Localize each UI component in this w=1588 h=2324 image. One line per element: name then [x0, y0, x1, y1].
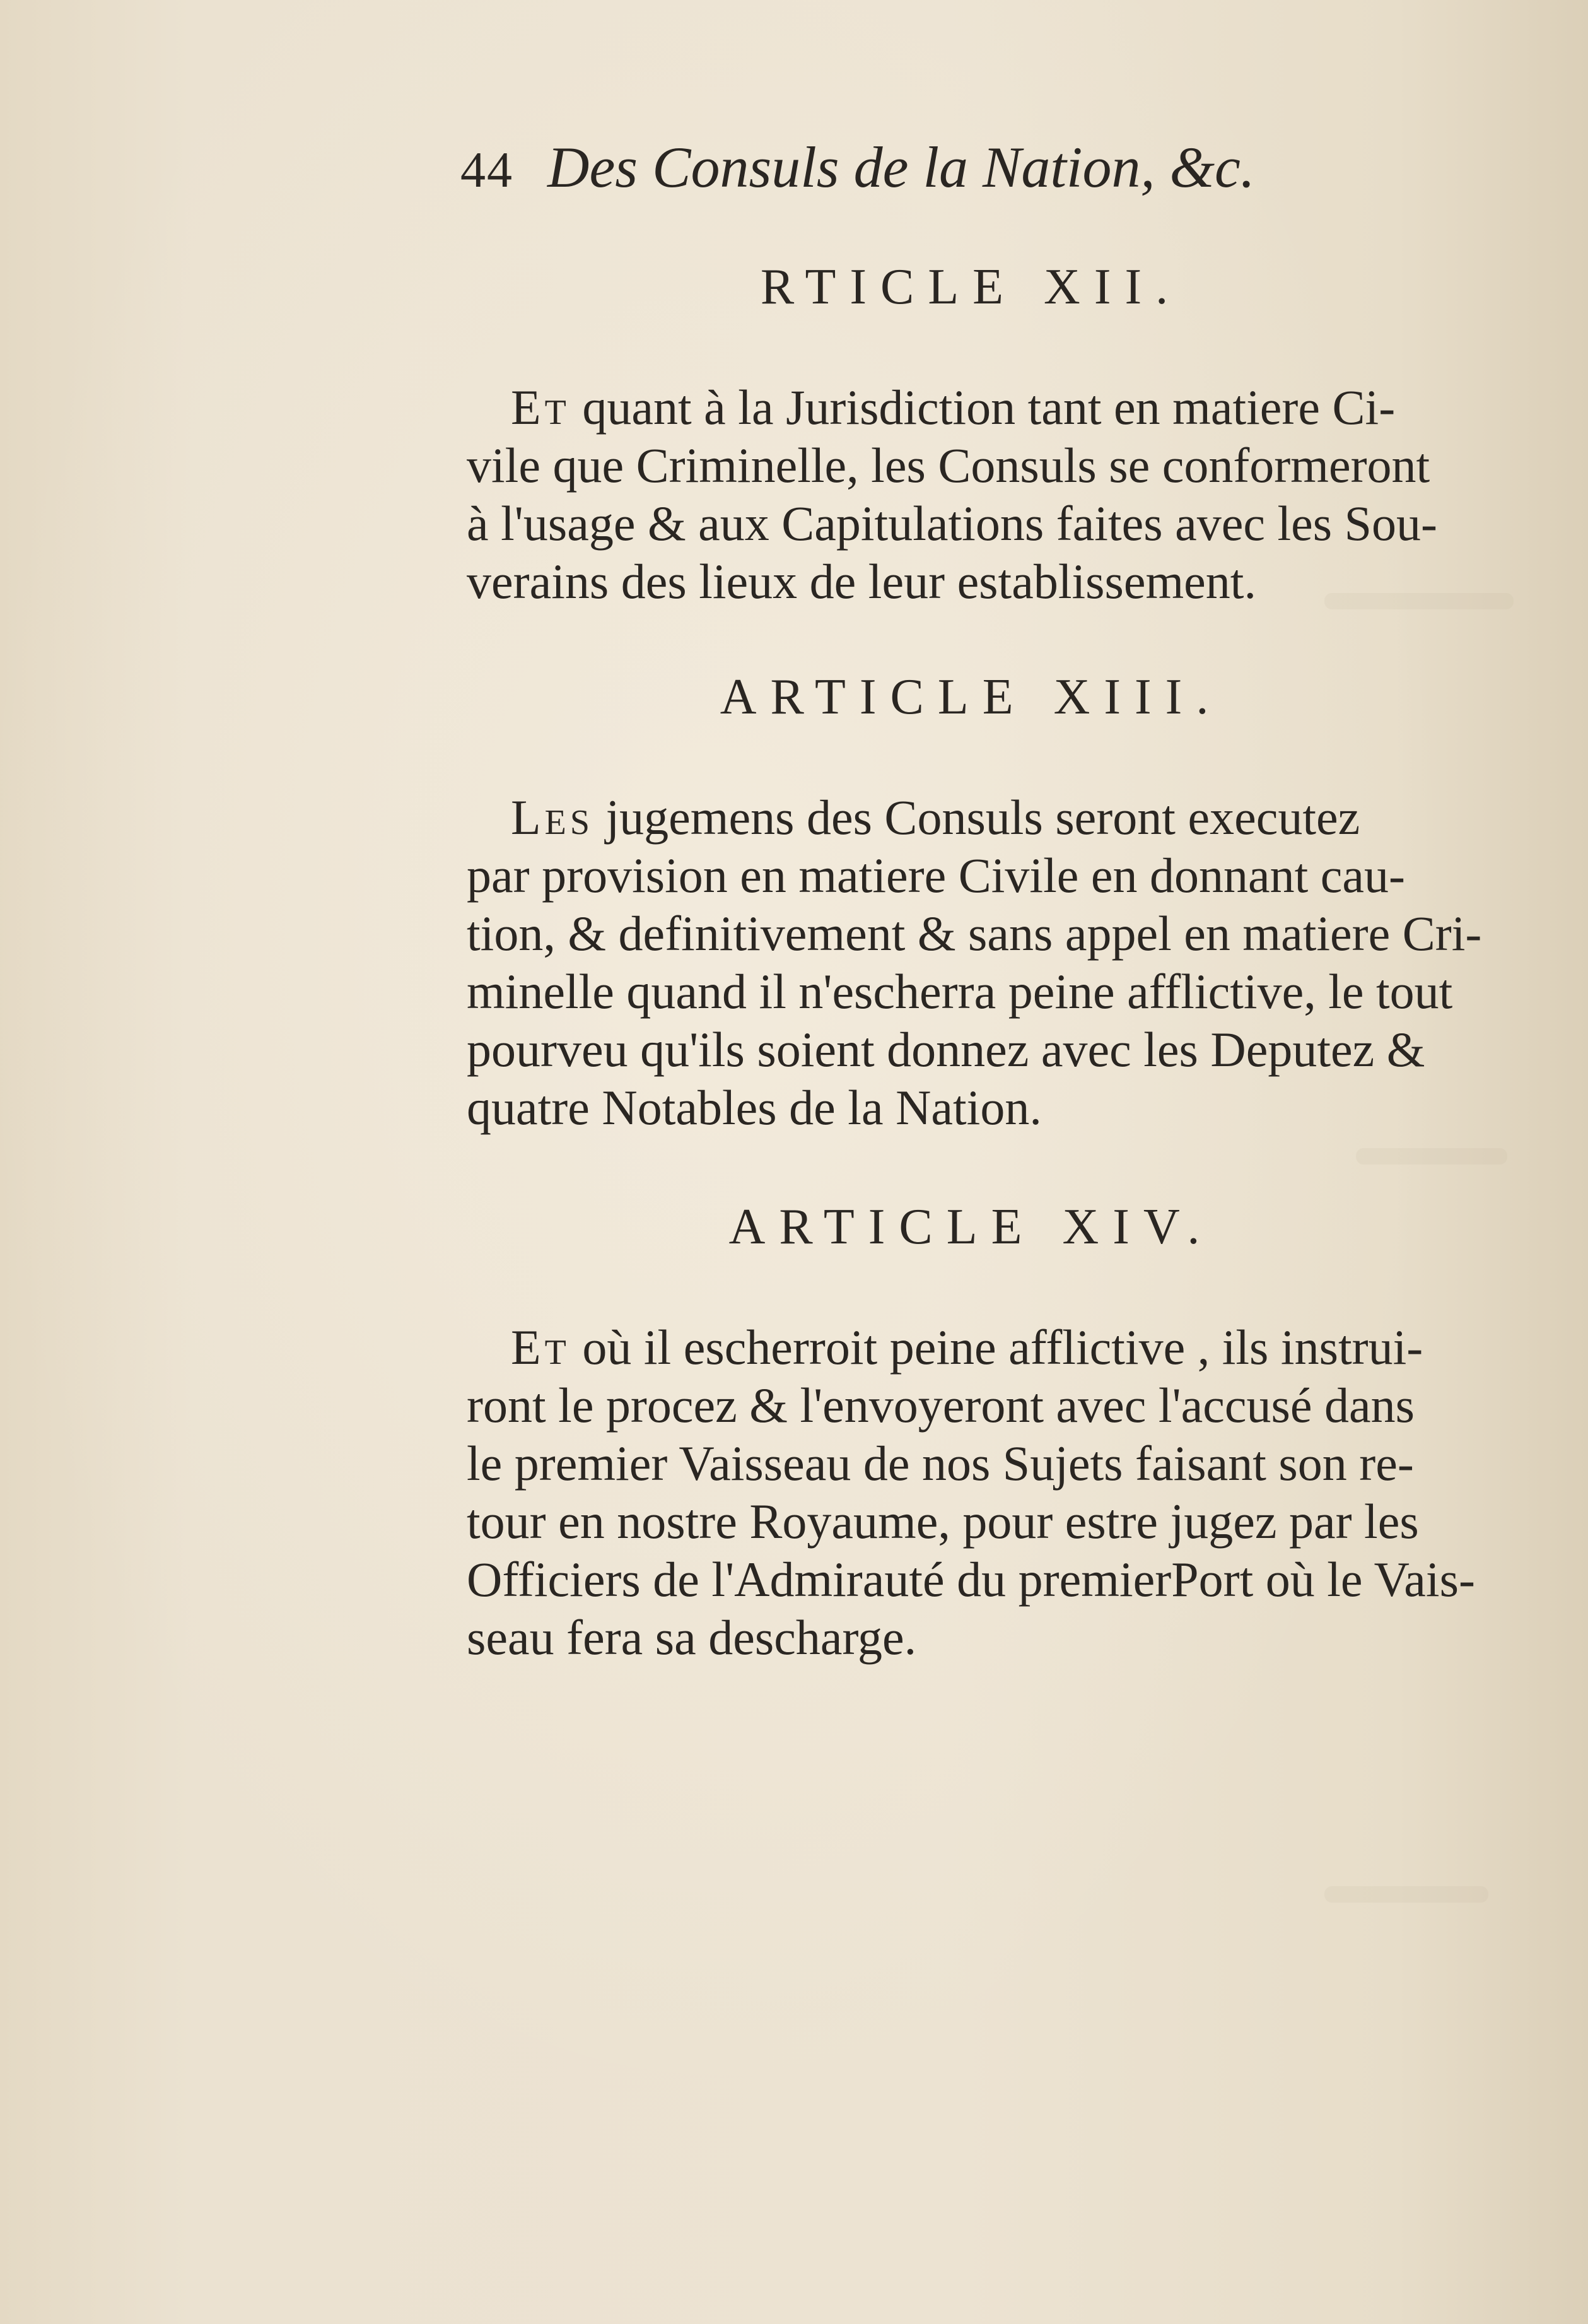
text-line: Officiers de l'Admirauté du premierPort où le Vais- — [467, 1552, 1475, 1607]
article-heading: ARTICLE XIII. — [720, 669, 1223, 725]
text-line: le premier Vaisseau de nos Sujets faisant son re- — [467, 1436, 1414, 1491]
text-line: vile que Criminelle, les Consuls se conformeront — [467, 438, 1430, 493]
article-heading: RTICLE XII. — [760, 259, 1182, 315]
initial-capital: ET — [511, 1320, 570, 1375]
text-line: pourveu qu'ils soient donnez avec les Deputez & — [467, 1022, 1425, 1077]
show-through-mark — [1356, 1148, 1507, 1165]
running-head — [460, 134, 1406, 209]
initial-capital: LES — [511, 790, 594, 845]
running-title: Des Consuls de la Nation, &c. — [547, 135, 1255, 199]
page-number: 44 — [460, 143, 513, 198]
article-text — [467, 789, 1501, 1137]
text-line: ET où il escherroit peine afflictive , ils instrui- — [511, 1320, 1423, 1375]
text-line: LES jugemens des Consuls seront executez — [511, 790, 1360, 845]
text-line: verains des lieux de leur establissement. — [467, 554, 1256, 609]
text-line: tour en nostre Royaume, pour estre jugez par les — [467, 1494, 1419, 1549]
text-line: ET quant à la Jurisdiction tant en matiere Ci- — [511, 380, 1396, 435]
text-line: tion, & definitivement & sans appel en matiere Cri- — [467, 906, 1482, 961]
text-line: à l'usage & aux Capitulations faites avec les Sou- — [467, 496, 1437, 551]
show-through-mark — [1324, 1886, 1488, 1903]
text-line: seau fera sa descharge. — [467, 1610, 917, 1665]
text-line: par provision en matiere Civile en donnant cau- — [467, 848, 1406, 903]
article-text — [467, 379, 1501, 611]
text-line: minelle quand il n'escherra peine afflictive, le tout — [467, 964, 1453, 1019]
article-text — [467, 1318, 1501, 1667]
article-heading: ARTICLE XIV. — [728, 1199, 1214, 1255]
text-line: ront le procez & l'envoyeront avec l'accusé dans — [467, 1378, 1415, 1433]
initial-capital: ET — [511, 380, 570, 435]
text-line: quatre Notables de la Nation. — [467, 1080, 1042, 1135]
